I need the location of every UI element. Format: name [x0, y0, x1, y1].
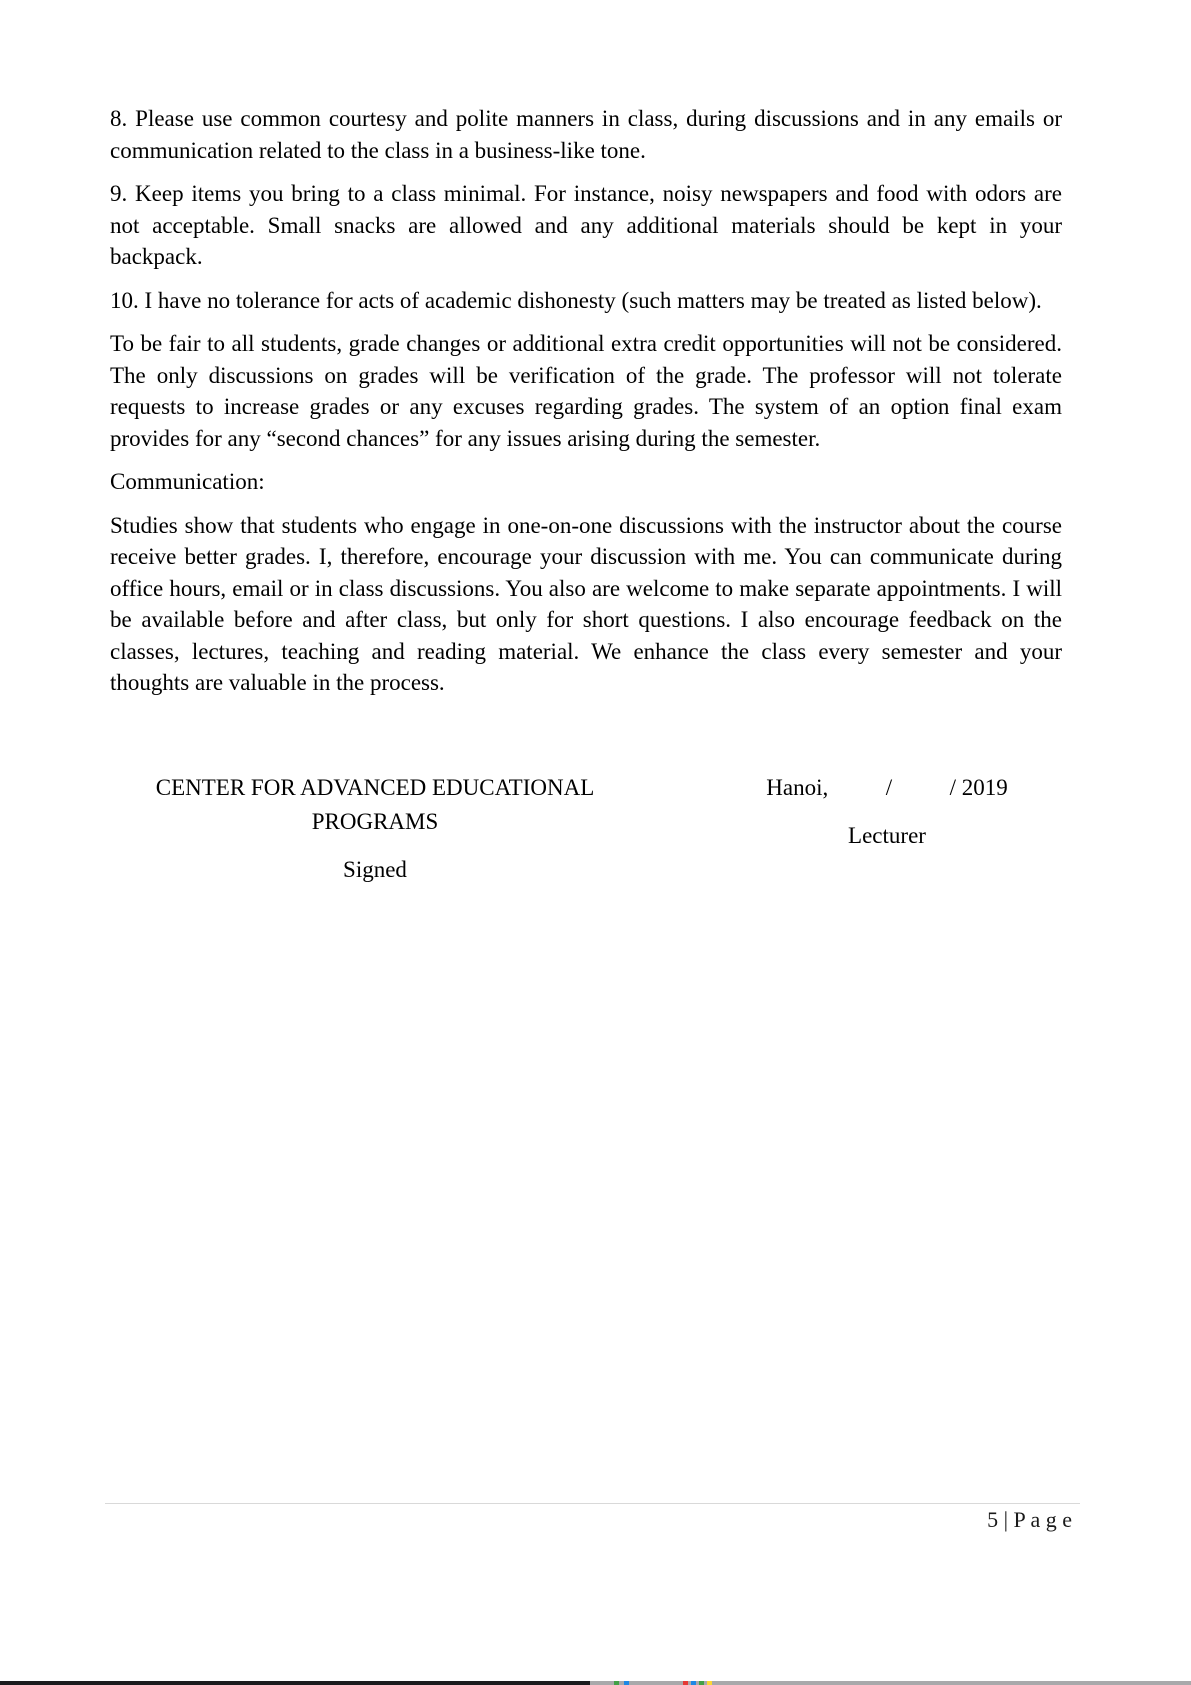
paragraph-item-9: 9. Keep items you bring to a class minimal. For instance, noisy newspapers and food with odors are not acceptable. Small snacks are allowed and any additional materials should be kept in your backpack. — [110, 181, 1062, 269]
paragraph-item-8: 8. Please use common courtesy and polite manners in class, during discussions and in any emails or communication related to the class in a business-like tone. — [110, 106, 1062, 163]
taskbar-app-icon-fragment[interactable] — [624, 1681, 629, 1685]
signature-date-lecturer — [712, 771, 1062, 887]
taskbar-app-icon-fragment[interactable] — [691, 1681, 696, 1685]
lecturer-label: Lecturer — [848, 822, 926, 848]
org-name-line1: CENTER FOR ADVANCED EDUCATIONAL — [155, 774, 595, 800]
communication-heading: Communication: — [110, 469, 265, 494]
signature-org — [110, 771, 640, 887]
signature-block — [110, 771, 1062, 887]
page-footer — [105, 1503, 1080, 1533]
taskbar-app-icon-fragment[interactable] — [707, 1681, 712, 1685]
page-number: 5 | P a g e — [987, 1507, 1072, 1532]
taskbar-app-icon-fragment[interactable] — [699, 1681, 704, 1685]
taskbar-light-segment[interactable] — [590, 1681, 1191, 1685]
taskbar-app-icon-fragment[interactable] — [683, 1681, 688, 1685]
org-name-line2: PROGRAMS — [311, 808, 439, 834]
taskbar-app-icon-fragment[interactable] — [614, 1681, 619, 1685]
paragraph-grades-policy: To be fair to all students, grade changes or additional extra credit opportunities will not be considered. The only discussions on grades will be verification of the grade. The professor will not tolerate requests to increase grades or any excuses regarding grades. The system of an option final exam provides for any “second chances” for any issues arising during the semester. — [110, 331, 1062, 451]
paragraph-communication: Studies show that students who engage in one-on-one discussions with the instructor about the course receive better grades. I, therefore, encourage your discussion with me. You can communicate during office hours, email or in class discussions. You also are welcome to make separate appointments. I will be available before and after class, but only for short questions. I also encourage feedback on the classes, lectures, teaching and reading material. We enhance the class every semester and your thoughts are valuable in the process. — [110, 512, 1062, 695]
date-line: Hanoi, / / 2019 — [766, 774, 1008, 800]
taskbar-edge[interactable] — [0, 1681, 1191, 1685]
taskbar-dark-segment[interactable] — [0, 1681, 590, 1685]
paragraph-item-10: 10. I have no tolerance for acts of academic dishonesty (such matters may be treated as listed below). — [110, 287, 1042, 313]
signed-label: Signed — [343, 856, 407, 882]
document-body — [110, 103, 1062, 887]
